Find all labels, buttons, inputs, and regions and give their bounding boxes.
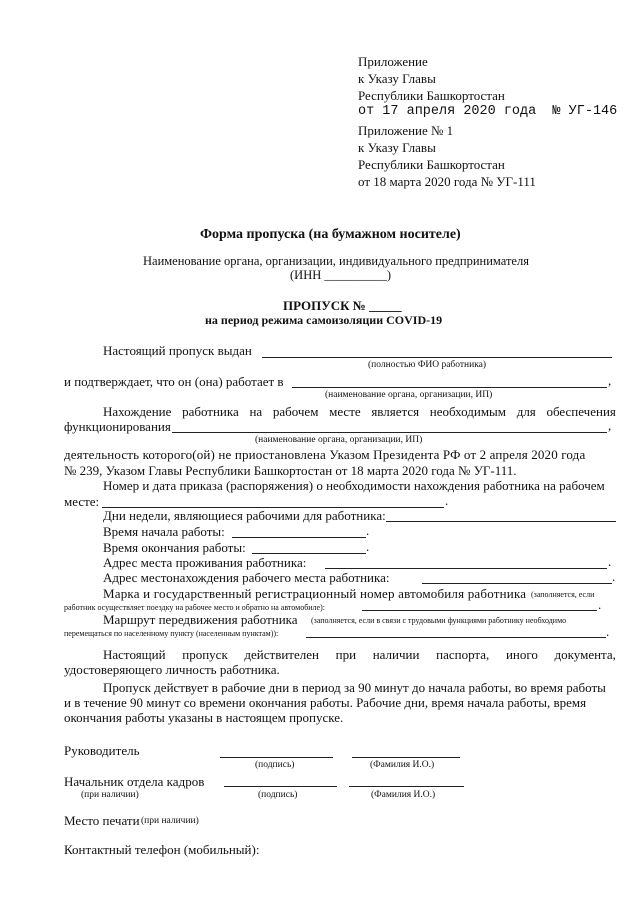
comma: , [608,418,612,433]
appendix-line: Приложение [358,54,428,69]
appendix-line: к Указу Главы [358,140,436,155]
fio-line [262,357,612,358]
word: наличии [372,647,420,662]
function-org-line [172,432,607,433]
org-hint-2: (наименование органа, организации, ИП) [255,435,423,445]
word: при [335,647,357,662]
presence-line [103,404,616,419]
functioning-label: функционирования [64,419,171,434]
head-name-line [352,757,460,758]
period: . [612,569,616,584]
word: работника [182,404,239,419]
word: на [249,404,263,419]
start-time-line [232,537,366,538]
hr-label: Начальник отдела кадров [64,774,205,789]
activity-line-1: деятельность которого(ой) не приостановлена Указом Президента РФ от 2 апреля 2020 года [64,447,586,462]
activity-line-2: № 239, Указом Главы Республики Башкортостан от 18 марта 2020 года № УГ-111. [64,463,517,478]
start-time-label: Время начала работы: [103,524,225,539]
car-label: Марка и государственный регистрационный номер автомобиля работника [103,586,527,601]
inn-label: (ИНН __________) [290,268,392,282]
stamp-note: (при наличии) [141,816,199,826]
validity-line-2: удостоверяющего личность работника. [64,662,280,677]
issued-to-label: Настоящий пропуск выдан [103,343,252,358]
head-label: Руководитель [64,743,140,758]
car-line [362,610,597,611]
period: . [598,597,602,612]
name-hint: (Фамилия И.О.) [371,790,436,800]
appendix-line: Приложение № 1 [358,123,454,138]
car-note-2: работник осуществляет поездку на рабочее место и обратно на автомобиле): [64,603,325,612]
head-sign-line [220,757,333,758]
decree-stamp-line: от 17 апреля 2020 года № УГ-146 [358,104,618,119]
workplace-label: Адрес местонахождения рабочего места работника: [103,570,390,585]
workdays-line [386,521,616,522]
period: . [366,539,370,554]
order-line-2: месте: [64,494,100,509]
pass-title: ПРОПУСК № _____ [283,298,402,313]
end-time-line [252,553,366,554]
route-label: Маршрут передвижения работника [103,612,298,627]
works-at-label: и подтверждает, что он (она) работает в [64,374,284,389]
hours-line-1: Пропуск действует в рабочие дни в период за 90 минут до начала работы, во время работы [103,680,606,695]
appendix-line: от 18 марта 2020 года № УГ-111 [358,174,536,189]
word: Настоящий [103,647,166,662]
word: действителен [244,647,319,662]
route-note-2: перемещаться по населенному пункту (населенным пунктам)): [64,629,279,638]
word: необходимым [429,404,507,419]
car-note: (заполняется, если [531,590,595,599]
word: для [516,404,536,419]
word: рабочем [272,404,319,419]
phone-label: Контактный телефон (мобильный): [64,842,260,857]
order-line-1: Номер и дата приказа (распоряжения) о необходимости нахождения работника на рабочем [103,478,605,493]
form-title: Форма пропуска (на бумажном носителе) [200,227,461,242]
hr-note: (при наличии) [81,790,139,800]
period: . [606,624,610,639]
period: . [366,523,370,538]
workdays-label: Дни недели, являющиеся рабочими для работника: [103,508,386,523]
org-name-label: Наименование органа, организации, индивидуального предпринимателя [143,254,529,268]
word: паспорта, [436,647,490,662]
sign-hint: (подпись) [258,790,298,800]
hr-sign-line [224,786,337,787]
pass-subtitle: на период режима самоизоляции COVID-19 [205,313,443,327]
word: является [371,404,420,419]
word: месте [329,404,361,419]
hours-line-3: окончания работы указаны в настоящем пропуске. [64,710,344,725]
name-hint: (Фамилия И.О.) [370,760,435,770]
appendix-line: к Указу Главы [358,71,436,86]
sign-hint: (подпись) [255,760,295,770]
appendix-line: Республики Башкортостан [358,88,505,103]
word: пропуск [182,647,228,662]
hr-name-line [349,786,464,787]
end-time-label: Время окончания работы: [103,540,246,555]
route-note: (заполняется, если в связи с трудовыми функциями работнику необходимо [311,616,567,625]
word: иного [505,647,538,662]
residence-line [325,568,607,569]
period: . [608,554,612,569]
stamp-label: Место печати [64,813,140,828]
word: Нахождение [103,404,172,419]
comma: , [608,373,612,388]
word: документа, [554,647,616,662]
residence-label: Адрес места проживания работника: [103,555,307,570]
period: . [445,493,449,508]
workplace-line [422,583,612,584]
appendix-line: Республики Башкортостан [358,157,505,172]
fio-hint: (полностью ФИО работника) [368,360,487,370]
hours-line-2: и в течение 90 минут со времени окончания работы. Рабочие дни, время начала работы, время [64,695,587,710]
route-line [306,637,606,638]
org-line [292,387,607,388]
org-hint: (наименование органа, организации, ИП) [325,390,493,400]
validity-line [103,647,616,662]
word: обеспечения [546,404,616,419]
